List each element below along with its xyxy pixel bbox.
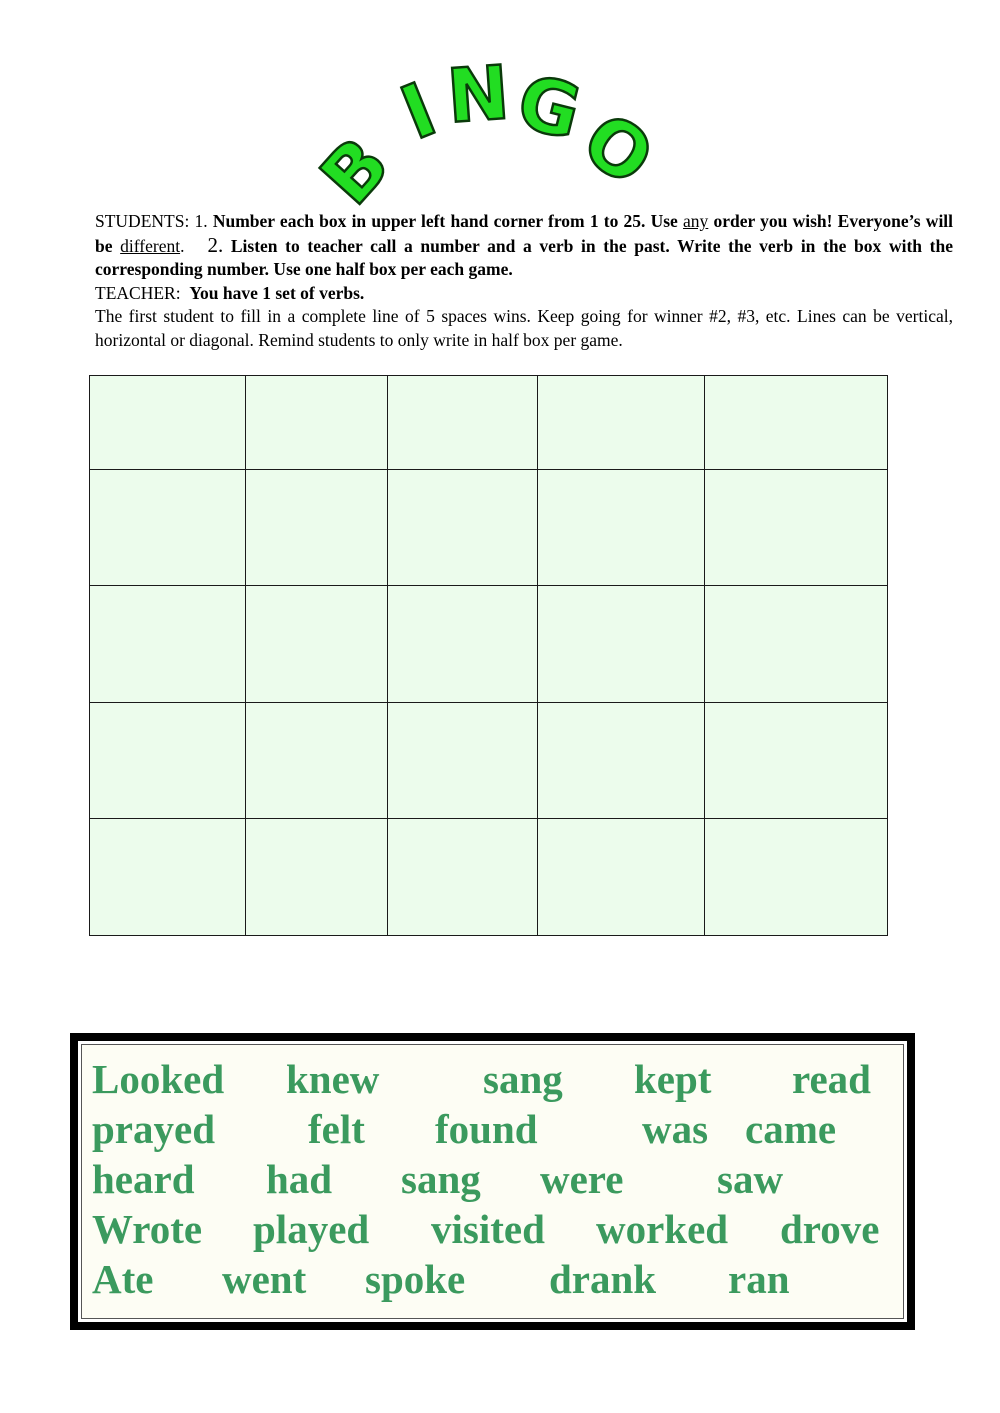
verb-word: felt bbox=[308, 1106, 365, 1152]
bingo-cell[interactable] bbox=[90, 703, 246, 819]
rules-text: The first student to fill in a complete line of 5 spaces wins. Keep going for winner #2, #3, etc. Lines can be vertical, horizontal or diagonal. Remind students to only write in half box per game. bbox=[95, 306, 953, 350]
verb-list-frame bbox=[78, 1041, 907, 1322]
verb-word: Wrote bbox=[92, 1206, 203, 1252]
verb-word: came bbox=[745, 1106, 837, 1152]
bingo-cell[interactable] bbox=[538, 376, 705, 470]
verb-word: drank bbox=[549, 1256, 657, 1302]
bingo-cell[interactable] bbox=[705, 586, 888, 703]
bingo-letter-b: B bbox=[304, 121, 407, 210]
bingo-cell[interactable] bbox=[705, 703, 888, 819]
verb-word: kept bbox=[634, 1056, 712, 1102]
bingo-letter-n: N bbox=[444, 50, 513, 141]
verb-word: saw bbox=[717, 1156, 784, 1202]
teacher-instructions bbox=[95, 282, 953, 306]
emphasis-different: different bbox=[120, 235, 181, 256]
bingo-cell[interactable] bbox=[538, 470, 705, 586]
students-step-1: Number each box in upper left hand corner from 1 to 25. Use bbox=[212, 211, 678, 231]
bingo-cell[interactable] bbox=[538, 586, 705, 703]
verb-word: sang bbox=[483, 1056, 563, 1102]
bingo-title bbox=[300, 40, 660, 210]
verb-list-panel bbox=[81, 1044, 904, 1319]
bingo-cell[interactable] bbox=[245, 470, 387, 586]
verb-word: drove bbox=[780, 1206, 880, 1252]
teacher-label: TEACHER: bbox=[95, 282, 181, 303]
bingo-cell[interactable] bbox=[538, 819, 705, 936]
verb-word: heard bbox=[92, 1156, 195, 1202]
verb-word: found bbox=[435, 1106, 538, 1152]
verb-word: Looked bbox=[92, 1056, 225, 1102]
bingo-letter-o: O bbox=[566, 96, 660, 204]
verb-word: knew bbox=[286, 1056, 380, 1102]
bingo-cell[interactable] bbox=[387, 819, 538, 936]
bingo-cell[interactable] bbox=[387, 586, 538, 703]
bingo-cell[interactable] bbox=[245, 376, 387, 470]
bingo-cell[interactable] bbox=[538, 703, 705, 819]
bingo-cell[interactable] bbox=[90, 586, 246, 703]
verb-word: visited bbox=[431, 1206, 545, 1252]
verb-list-box bbox=[70, 1033, 915, 1330]
bingo-cell[interactable] bbox=[387, 703, 538, 819]
bingo-cell[interactable] bbox=[705, 819, 888, 936]
verb-word: were bbox=[540, 1156, 624, 1202]
students-step-1-cont: order you wish! Everyone’s will be bbox=[95, 211, 954, 256]
bingo-grid bbox=[89, 375, 888, 936]
bingo-cell[interactable] bbox=[387, 376, 538, 470]
bingo-cell[interactable] bbox=[90, 376, 246, 470]
bingo-cell[interactable] bbox=[705, 376, 888, 470]
verb-word: prayed bbox=[92, 1106, 215, 1152]
students-step-2: Listen to teacher call a number and a verb in the past. Write the verb in the box with the corresponding number. Use one half box per each game. bbox=[95, 235, 953, 279]
verb-word: Ate bbox=[92, 1256, 154, 1302]
emphasis-any: any bbox=[683, 211, 709, 231]
bingo-cell[interactable] bbox=[90, 819, 246, 936]
bingo-cell[interactable] bbox=[245, 586, 387, 703]
period: . bbox=[180, 235, 185, 256]
bingo-cell[interactable] bbox=[705, 470, 888, 586]
verb-word: had bbox=[266, 1156, 333, 1202]
verb-word: was bbox=[642, 1106, 709, 1152]
verb-word: sang bbox=[401, 1156, 481, 1202]
verb-word: read bbox=[792, 1056, 871, 1102]
students-label: STUDENTS: 1. bbox=[95, 211, 208, 231]
verb-word: went bbox=[222, 1256, 307, 1302]
bingo-cell[interactable] bbox=[245, 703, 387, 819]
verb-word: played bbox=[253, 1206, 370, 1252]
bingo-cell[interactable] bbox=[387, 470, 538, 586]
instructions bbox=[95, 210, 953, 352]
teacher-text: You have 1 set of verbs. bbox=[189, 282, 365, 303]
bingo-cell[interactable] bbox=[245, 819, 387, 936]
verb-word: worked bbox=[596, 1206, 729, 1252]
verb-word: ran bbox=[728, 1256, 790, 1302]
step-2-number: 2. bbox=[207, 232, 224, 257]
bingo-letter-g: G bbox=[509, 58, 589, 157]
bingo-letter-i: I bbox=[389, 66, 448, 157]
verb-word: spoke bbox=[365, 1256, 466, 1302]
students-instructions bbox=[95, 210, 953, 282]
bingo-cell[interactable] bbox=[90, 470, 246, 586]
